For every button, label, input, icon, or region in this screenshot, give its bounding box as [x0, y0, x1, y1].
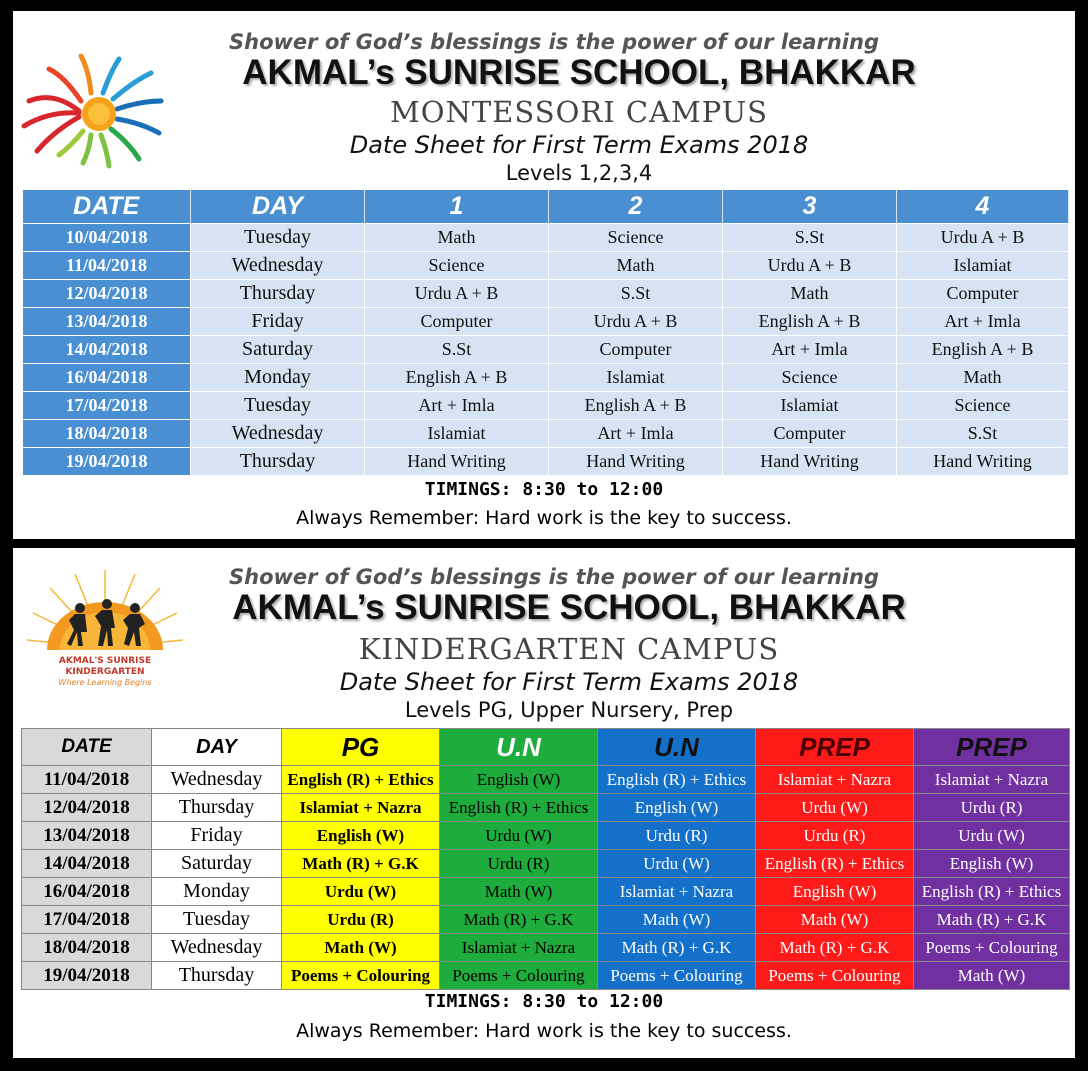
table-row	[23, 392, 1069, 420]
subject-cell: Urdu (W)	[282, 878, 440, 906]
subject-cell: Urdu (R)	[756, 822, 914, 850]
subject-cell: Islamiat	[549, 364, 723, 392]
day-cell: Thursday	[152, 962, 282, 990]
subject-cell: S.St	[723, 224, 897, 252]
subject-cell: English (W)	[756, 878, 914, 906]
day-cell: Thursday	[191, 448, 365, 476]
subject-cell: Hand Writing	[723, 448, 897, 476]
subject-cell: S.St	[365, 336, 549, 364]
day-cell: Wednesday	[152, 934, 282, 962]
date-cell: 14/04/2018	[23, 336, 191, 364]
subject-cell: Urdu A + B	[897, 224, 1069, 252]
header-prep-red: PREP	[756, 729, 914, 766]
kindergarten-datesheet-panel	[13, 548, 1075, 1058]
subject-cell: Math	[723, 280, 897, 308]
header-day: DAY	[191, 190, 365, 224]
logo-text-line1: AKMAL'S SUNRISE	[58, 656, 152, 666]
logo-tagline: Where Learning Begins	[58, 678, 152, 687]
subject-cell: Poems + Colouring	[756, 962, 914, 990]
subject-cell: Islamiat + Nazra	[756, 766, 914, 794]
subject-cell: Computer	[897, 280, 1069, 308]
table-row	[22, 794, 1070, 822]
header-date: DATE	[22, 729, 152, 766]
table-row	[23, 448, 1069, 476]
subject-cell: English (W)	[598, 794, 756, 822]
motto-label: Always Remember: Hard work is the key to success.	[296, 507, 792, 529]
subject-cell: Math (R) + G.K	[914, 906, 1070, 934]
date-cell: 13/04/2018	[22, 822, 152, 850]
subject-cell: Computer	[549, 336, 723, 364]
day-cell: Saturday	[191, 336, 365, 364]
table-row	[23, 252, 1069, 280]
subject-cell: Math (W)	[282, 934, 440, 962]
motto-label: Always Remember: Hard work is the key to success.	[296, 1020, 792, 1042]
subject-cell: Art + Imla	[365, 392, 549, 420]
day-cell: Tuesday	[191, 224, 365, 252]
subject-cell: English (R) + Ethics	[756, 850, 914, 878]
date-cell: 16/04/2018	[22, 878, 152, 906]
header-un-green: U.N	[440, 729, 598, 766]
tagline: Shower of God’s blessings is the power of our learning	[229, 30, 879, 54]
table-header-row	[22, 729, 1070, 766]
subject-cell: S.St	[549, 280, 723, 308]
datesheet-title: Date Sheet for First Term Exams 2018	[349, 131, 809, 159]
subject-cell: English A + B	[549, 392, 723, 420]
subject-cell: Islamiat + Nazra	[440, 934, 598, 962]
subject-cell: English (R) + Ethics	[440, 794, 598, 822]
day-cell: Wednesday	[191, 252, 365, 280]
subject-cell: Science	[897, 392, 1069, 420]
subject-cell: Math	[897, 364, 1069, 392]
header-level-3: 3	[723, 190, 897, 224]
table-row	[22, 906, 1070, 934]
table-header-row	[23, 190, 1069, 224]
date-cell: 10/04/2018	[23, 224, 191, 252]
table-row	[23, 420, 1069, 448]
day-cell: Saturday	[152, 850, 282, 878]
montessori-exam-table	[22, 190, 1069, 476]
subject-cell: Math (W)	[914, 962, 1070, 990]
day-cell: Tuesday	[152, 906, 282, 934]
header-day: DAY	[152, 729, 282, 766]
subject-cell: Islamiat + Nazra	[282, 794, 440, 822]
subject-cell: Math (W)	[756, 906, 914, 934]
header-pg: PG	[282, 729, 440, 766]
subject-cell: Islamiat + Nazra	[914, 766, 1070, 794]
school-name: AKMAL’s SUNRISE SCHOOL, BHAKKAR	[232, 588, 906, 627]
subject-cell: Islamiat	[897, 252, 1069, 280]
subject-cell: Poems + Colouring	[598, 962, 756, 990]
subject-cell: Hand Writing	[365, 448, 549, 476]
day-cell: Monday	[152, 878, 282, 906]
date-cell: 17/04/2018	[23, 392, 191, 420]
day-cell: Monday	[191, 364, 365, 392]
subject-cell: Science	[723, 364, 897, 392]
date-cell: 12/04/2018	[23, 280, 191, 308]
kindergarten-exam-table	[21, 728, 1070, 990]
header-level-1: 1	[365, 190, 549, 224]
subject-cell: Urdu (R)	[440, 850, 598, 878]
table-row	[23, 336, 1069, 364]
subject-cell: English A + B	[897, 336, 1069, 364]
subject-cell: Math (R) + G.K	[756, 934, 914, 962]
date-cell: 17/04/2018	[22, 906, 152, 934]
header-date: DATE	[23, 190, 191, 224]
day-cell: Friday	[191, 308, 365, 336]
day-cell: Thursday	[152, 794, 282, 822]
subject-cell: English (W)	[440, 766, 598, 794]
date-cell: 18/04/2018	[23, 420, 191, 448]
date-cell: 19/04/2018	[23, 448, 191, 476]
table-row	[23, 280, 1069, 308]
subject-cell: English (W)	[914, 850, 1070, 878]
subject-cell: Art + Imla	[549, 420, 723, 448]
date-cell: 18/04/2018	[22, 934, 152, 962]
subject-cell: Urdu (R)	[914, 794, 1070, 822]
levels-label: Levels 1,2,3,4	[505, 161, 653, 185]
table-row	[22, 822, 1070, 850]
subject-cell: English A + B	[723, 308, 897, 336]
subject-cell: Urdu (W)	[440, 822, 598, 850]
header-level-2: 2	[549, 190, 723, 224]
subject-cell: Math (R) + G.K	[282, 850, 440, 878]
timings-label: TIMINGS: 8:30 to 12:00	[424, 479, 664, 500]
date-cell: 13/04/2018	[23, 308, 191, 336]
subject-cell: Urdu (W)	[914, 822, 1070, 850]
subject-cell: Math	[549, 252, 723, 280]
subject-cell: Science	[365, 252, 549, 280]
subject-cell: S.St	[897, 420, 1069, 448]
header-prep-purple: PREP	[914, 729, 1070, 766]
subject-cell: Computer	[365, 308, 549, 336]
levels-label: Levels PG, Upper Nursery, Prep	[404, 698, 734, 722]
date-cell: 11/04/2018	[22, 766, 152, 794]
subject-cell: Urdu (W)	[598, 850, 756, 878]
subject-cell: English (R) + Ethics	[914, 878, 1070, 906]
subject-cell: Math (R) + G.K	[598, 934, 756, 962]
subject-cell: Poems + Colouring	[282, 962, 440, 990]
day-cell: Wednesday	[152, 766, 282, 794]
tagline: Shower of God’s blessings is the power of our learning	[229, 565, 879, 589]
date-cell: 11/04/2018	[23, 252, 191, 280]
table-row	[22, 934, 1070, 962]
subject-cell: Math (W)	[598, 906, 756, 934]
table-row	[23, 224, 1069, 252]
day-cell: Tuesday	[191, 392, 365, 420]
campus-name: MONTESSORI CAMPUS	[390, 95, 768, 129]
subject-cell: Math (R) + G.K	[440, 906, 598, 934]
subject-cell: English A + B	[365, 364, 549, 392]
subject-cell: English (W)	[282, 822, 440, 850]
subject-cell: Islamiat	[365, 420, 549, 448]
date-cell: 14/04/2018	[22, 850, 152, 878]
subject-cell: Hand Writing	[897, 448, 1069, 476]
subject-cell: Math	[365, 224, 549, 252]
date-cell: 19/04/2018	[22, 962, 152, 990]
subject-cell: Poems + Colouring	[440, 962, 598, 990]
subject-cell: Urdu (R)	[282, 906, 440, 934]
subject-cell: Math (W)	[440, 878, 598, 906]
subject-cell: Urdu (W)	[756, 794, 914, 822]
datesheet-title: Date Sheet for First Term Exams 2018	[339, 668, 799, 696]
subject-cell: Poems + Colouring	[914, 934, 1070, 962]
montessori-datesheet-panel	[13, 11, 1075, 539]
date-cell: 16/04/2018	[23, 364, 191, 392]
day-cell: Wednesday	[191, 420, 365, 448]
subject-cell: Urdu A + B	[549, 308, 723, 336]
table-row	[22, 878, 1070, 906]
subject-cell: English (R) + Ethics	[598, 766, 756, 794]
subject-cell: Urdu A + B	[723, 252, 897, 280]
table-row	[23, 308, 1069, 336]
day-cell: Thursday	[191, 280, 365, 308]
subject-cell: Computer	[723, 420, 897, 448]
day-cell: Friday	[152, 822, 282, 850]
subject-cell: Islamiat + Nazra	[598, 878, 756, 906]
header-un-blue: U.N	[598, 729, 756, 766]
subject-cell: Art + Imla	[897, 308, 1069, 336]
subject-cell: English (R) + Ethics	[282, 766, 440, 794]
campus-name: KINDERGARTEN CAMPUS	[358, 632, 780, 666]
school-name: AKMAL’s SUNRISE SCHOOL, BHAKKAR	[242, 53, 916, 92]
subject-cell: Urdu A + B	[365, 280, 549, 308]
subject-cell: Islamiat	[723, 392, 897, 420]
table-row	[22, 766, 1070, 794]
date-cell: 12/04/2018	[22, 794, 152, 822]
subject-cell: Urdu (R)	[598, 822, 756, 850]
subject-cell: Science	[549, 224, 723, 252]
logo-text-line2: KINDERGARTEN	[65, 667, 145, 677]
timings-label: TIMINGS: 8:30 to 12:00	[424, 991, 664, 1012]
table-row	[22, 962, 1070, 990]
header-level-4: 4	[897, 190, 1069, 224]
subject-cell: Hand Writing	[549, 448, 723, 476]
table-row	[23, 364, 1069, 392]
table-row	[22, 850, 1070, 878]
subject-cell: Art + Imla	[723, 336, 897, 364]
